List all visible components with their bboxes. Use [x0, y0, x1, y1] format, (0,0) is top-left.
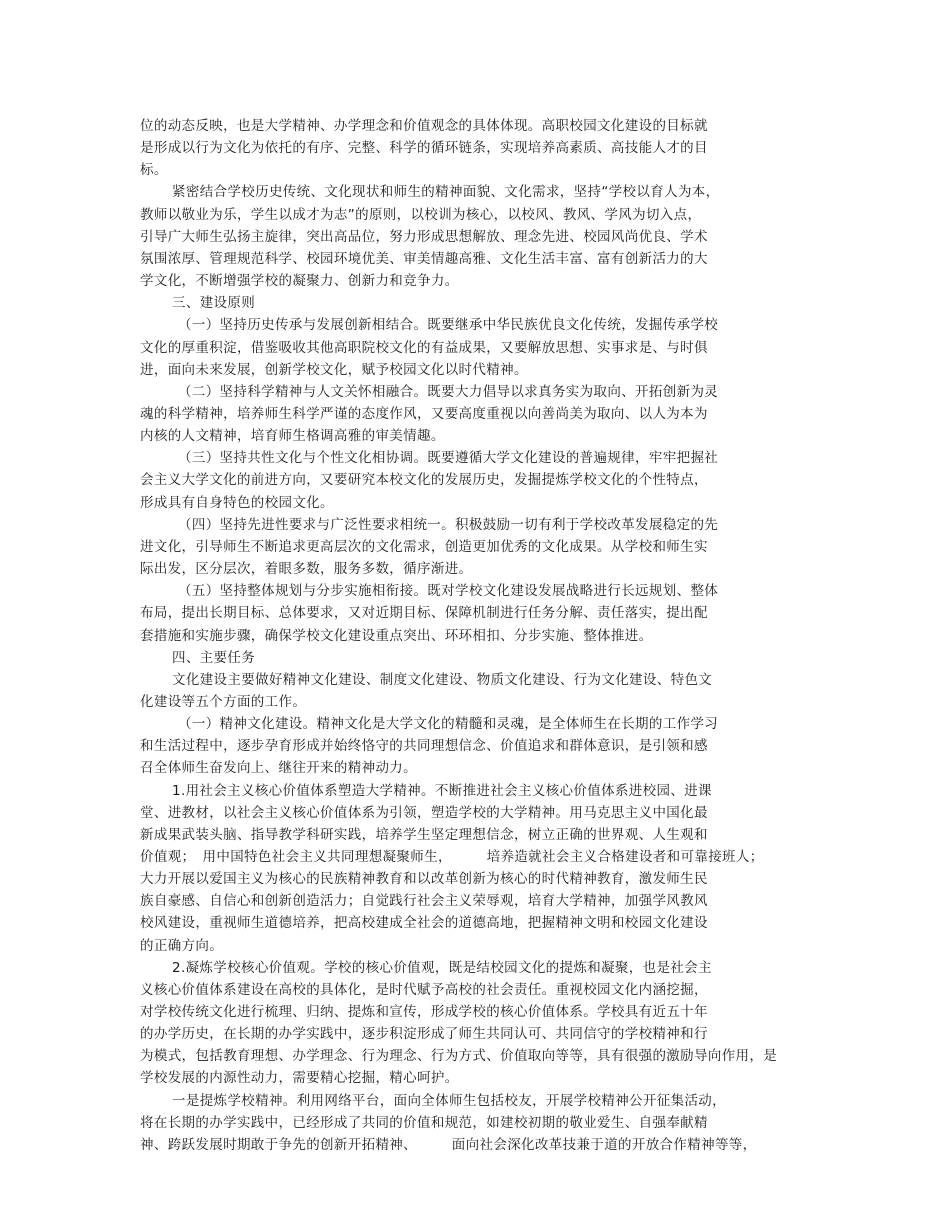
text-line: 一是提炼学校精神。利用网络平台，面向全体师生包括校友，开展学校精神公开征集活动，	[172, 1092, 726, 1109]
text-line: 会主义大学文化的前进方向，又要研究本校文化的发展历史，发掘提炼学校文化的个性特点，	[140, 472, 708, 489]
text-line: （五）坚持整体规划与分步实施相衔接。既对学校文化建设发展战略进行长远规划、整体	[178, 583, 719, 600]
text-line: 紧密结合学校历史传统、文化现状和师生的精神面貌、文化需求，坚持“学校以育人为本，	[172, 184, 720, 201]
text-line: 2.凝炼学校核心价值观。学校的核心价值观，既是结校园文化的提炼和凝聚，也是社会主	[172, 959, 712, 976]
text-line: 文化的厚重积淀，借鉴吸收其他高职院校文化的有益成果，又要解放思想、实事求是、与时俱	[140, 339, 708, 356]
text-line: 对学校传统文化进行梳理、归纳、提炼和宣传，形成学校的核心价值体系。学校具有近五十年	[140, 1004, 708, 1020]
text-line: 际出发，区分层次，着眼多数，服务多数，循序渐进。	[140, 561, 473, 577]
text-line: 义核心价值体系建设在高校的具体化，是时代赋予高校的社会责任。重视校园文化内涵挖掘，	[140, 981, 708, 998]
text-line: 是形成以行为文化为依托的有序、完整、科学的循环链条，实现培养高素质、高技能人才的目	[140, 140, 708, 157]
text-line: 位的动态反映，也是大学精神、办学理念和价值观念的具体体现。高职校园文化建设的目标就	[140, 118, 708, 134]
text-line: 进，面向未来发展，创新学校文化，赋予校园文化以时代精神。	[140, 361, 528, 378]
text-line: （一）坚持历史传承与发展创新相结合。既要继承中华民族优良文化传统，发掘传承学校	[178, 317, 719, 334]
text-line: 为模式，包括教育理想、办学理念、行为理念、行为方式、价值取向等等，具有很强的激励导向作用，是	[140, 1048, 778, 1065]
text-line: 套措施和实施步骤，确保学校文化建设重点突出、环环相扣、分步实施、整体推进。	[140, 627, 653, 644]
text-line: 价值观； 用中国特色社会主义共同理想凝聚师生， 培养造就社会主义合格建设者和可靠接班人；	[140, 848, 764, 865]
text-line: （四）坚持先进性要求与广泛性要求相统一。积极鼓励一切有利于学校改革发展稳定的先	[178, 516, 719, 533]
text-line: 引导广大师生弘扬主旋律，突出高品位，努力形成思想解放、理念先进、校园风尚优良、学术	[140, 228, 708, 245]
text-line: 将在长期的办学实践中，已经形成了共同的价值和规范，如建校初期的敬业爱生、自强奉献精	[140, 1114, 708, 1131]
text-line: 氛围浓厚、管理规范科学、校园环境优美、审美情趣高雅、文化生活丰富、富有创新活力的大	[140, 250, 708, 267]
text-line: 新成果武装头脑、指导教学科研实践，培养学生坚定理想信念，树立正确的世界观、人生观和	[140, 826, 708, 843]
text-line: 的办学历史，在长期的办学实践中，逐步积淀形成了师生共同认可、共同信守的学校精神和行	[140, 1026, 708, 1043]
text-line: 化建设等五个方面的工作。	[140, 693, 307, 710]
text-line: 进文化，引导师生不断追求更高层次的文化需求，创造更加优秀的文化成果。从学校和师生实	[140, 538, 708, 555]
text-line: 文化建设主要做好精神文化建设、制度文化建设、物质文化建设、行为文化建设、特色文	[172, 671, 713, 688]
text-line: 族自豪感、自信心和创新创造活力；自觉践行社会主义荣辱观，培育大学精神，加强学风教风	[140, 893, 708, 910]
text-line: 三、建设原则	[172, 295, 256, 312]
text-line: （二）坚持科学精神与人文关怀相融合。既要大力倡导以求真务实为取向、开拓创新为灵	[178, 383, 719, 400]
text-line: 的正确方向。	[140, 937, 224, 954]
text-line: 召全体师生奋发向上、继往开来的精神动力。	[140, 760, 417, 777]
text-line: （三）坚持共性文化与个性文化相协调。既要遵循大学文化建设的普遍规律，牢牢把握社	[178, 450, 719, 467]
text-line: 形成具有自身特色的校园文化。	[140, 494, 334, 511]
text-line: （一）精神文化建设。精神文化是大学文化的精髓和灵魂，是全体师生在长期的工作学习	[178, 716, 719, 732]
text-line: 神、跨跃发展时期敢于争先的创新开拓精神、 面向社会深化改革技兼于道的开放合作精神等等，	[140, 1136, 757, 1153]
text-line: 内核的人文精神，培育师生格调高雅的审美情趣。	[140, 428, 445, 445]
text-line: 校风建设，重视师生道德培养，把高校建成全社会的道德高地，把握精神文明和校园文化建设	[140, 915, 708, 932]
text-line: 大力开展以爱国主义为核心的民族精神教育和以改革创新为核心的时代精神教育，激发师生民	[140, 871, 708, 888]
text-line: 标。	[140, 162, 168, 179]
text-line: 学校发展的内源性动力，需要精心挖掘，精心呵护。	[140, 1070, 459, 1087]
text-line: 1.用社会主义核心价值体系塑造大学精神。不断推进社会主义核心价值体系进校园、进课	[172, 782, 712, 799]
text-line: 学文化，不断增强学校的凝聚力、创新力和竞争力。	[140, 273, 459, 289]
text-line: 教师以敬业为乐，学生以成才为志”的原则，以校训为核心，以校风、教风、学风为切入点，	[140, 206, 702, 223]
text-line: 魂的科学精神，培养师生科学严谨的态度作风，又要高度重视以向善尚美为取向、以人为本为	[140, 405, 708, 422]
text-line: 和生活过程中，逐步孕育形成并始终恪守的共同理想信念、价值追求和群体意识，是引领和感	[140, 738, 708, 755]
text-line: 布局，提出长期目标、总体要求，又对近期目标、保障机制进行任务分解、责任落实，提出配	[140, 605, 708, 622]
text-line: 堂、进教材，以社会主义核心价值体系为引领，塑造学校的大学精神。用马克思主义中国化最	[140, 804, 708, 821]
text-line: 四、主要任务	[172, 649, 256, 666]
